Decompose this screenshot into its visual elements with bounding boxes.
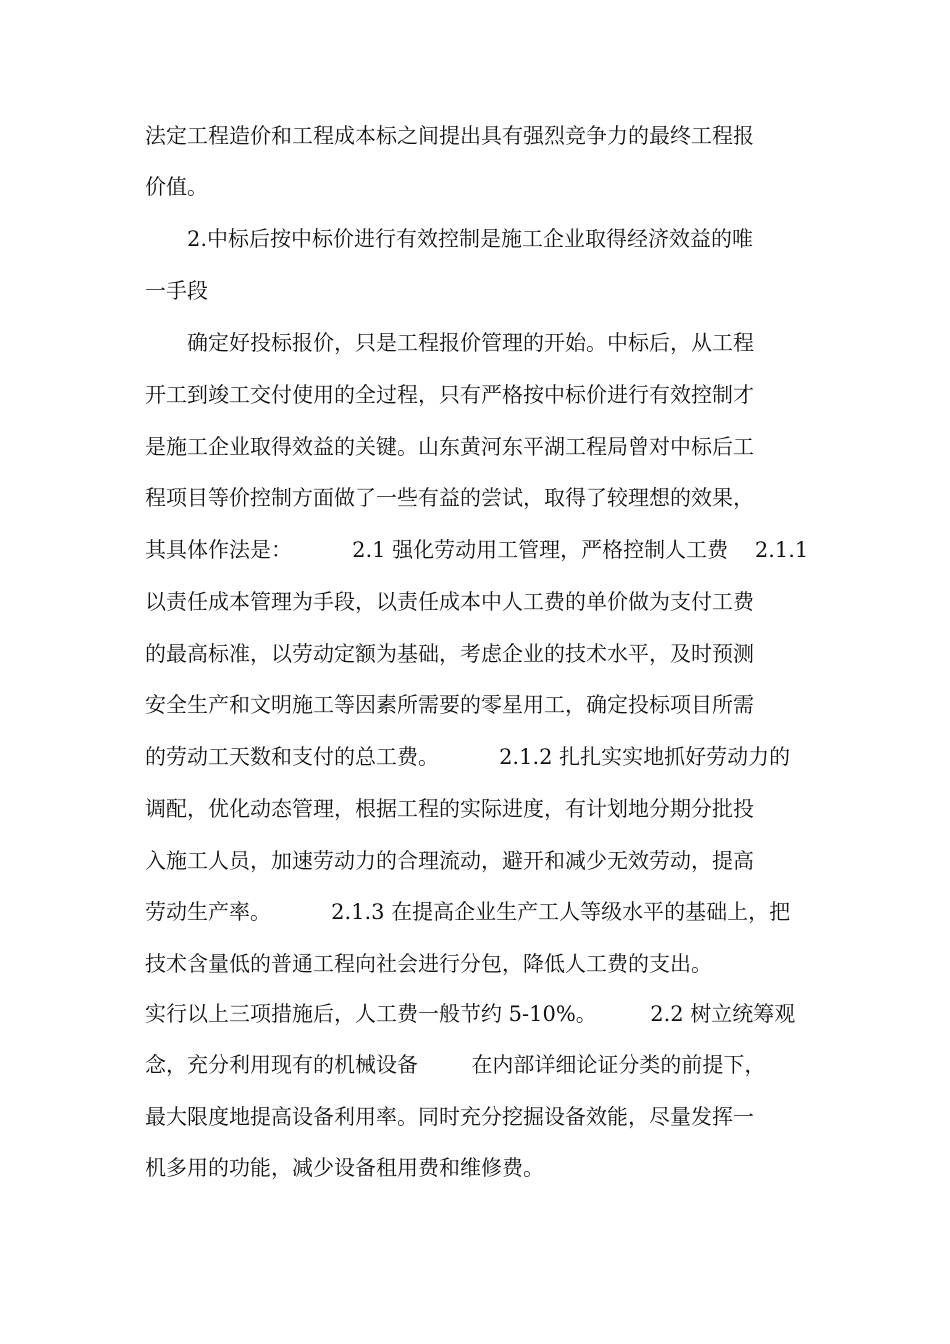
text-line: 程项目等价控制方面做了一些有益的尝试，取得了较理想的效果， — [145, 486, 754, 510]
text-line: 的最高标准，以劳动定额为基础，考虑企业的技术水平，及时预测 — [145, 642, 754, 666]
section-heading-continued: 一手段 — [145, 279, 208, 303]
text-line: 劳动生产率。 2.1.3 在提高企业生产工人等级水平的基础上，把 — [145, 900, 791, 924]
text-line: 安全生产和文明施工等因素所需要的零星用工，确定投标项目所需 — [145, 693, 754, 717]
text-line: 念，充分利用现有的机械设备 在内部详细论证分类的前提下， — [145, 1053, 766, 1077]
text-line: 开工到竣工交付使用的全过程，只有严格按中标价进行有效控制才 — [145, 383, 754, 407]
text-line: 价值。 — [145, 175, 208, 199]
text-line: 调配，优化动态管理，根据工程的实际进度，有计划地分期分批投 — [145, 797, 754, 821]
text-line: 的劳动工天数和支付的总工费。 2.1.2 扎扎实实地抓好劳动力的 — [145, 745, 791, 769]
text-line: 是施工企业取得效益的关键。山东黄河东平湖工程局曾对中标后工 — [145, 435, 754, 459]
text-line: 入施工人员，加速劳动力的合理流动，避开和减少无效劳动，提高 — [145, 849, 754, 873]
text-line: 实行以上三项措施后，人工费一般节约 5-10%。 2.2 树立统筹观 — [145, 1002, 796, 1026]
text-line: 法定工程造价和工程成本标之间提出具有强烈竞争力的最终工程报 — [145, 124, 754, 148]
text-line: 最大限度地提高设备利用率。同时充分挖掘设备效能，尽量发挥一 — [145, 1105, 754, 1129]
section-heading: 2.中标后按中标价进行有效控制是施工企业取得经济效益的唯 — [187, 227, 754, 251]
text-line: 其具体作法是： 2.1 强化劳动用工管理，严格控制人工费 2.1.1 — [145, 538, 809, 562]
text-line: 确定好投标报价，只是工程报价管理的开始。中标后，从工程 — [187, 331, 754, 355]
text-line: 机多用的功能，减少设备租用费和维修费。 — [145, 1156, 544, 1180]
text-line: 以责任成本管理为手段，以责任成本中人工费的单价做为支付工费 — [145, 590, 754, 614]
text-line: 技术含量低的普通工程向社会进行分包，降低人工费的支出。 — [145, 952, 712, 976]
